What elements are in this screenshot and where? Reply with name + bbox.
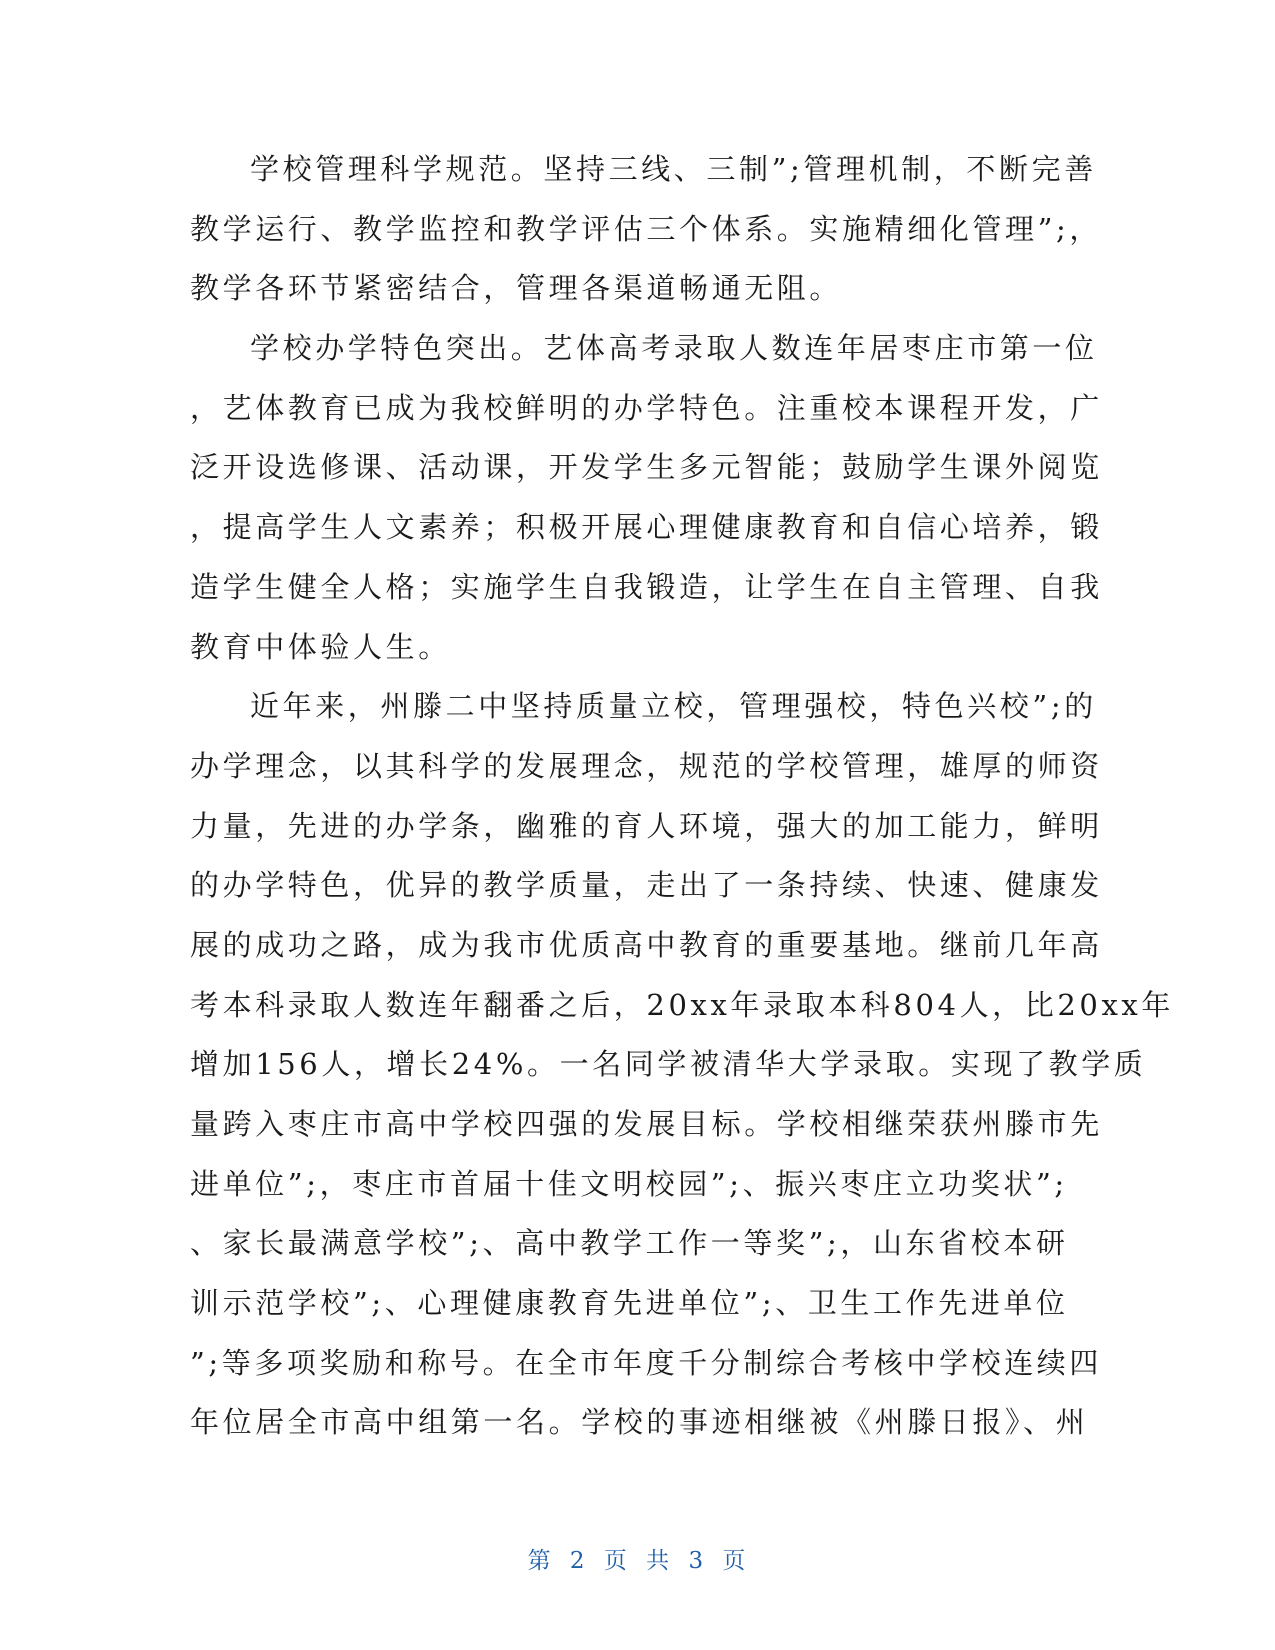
text-line: ，艺体教育已成为我校鲜明的办学特色。注重校本课程开发，广 [190, 390, 1103, 425]
text-line: 教学运行、教学监控和教学评估三个体系。实施精细化管理”;， [190, 211, 1102, 246]
total-page-count: 3 [688, 1548, 706, 1574]
page-suffix: 页 [722, 1548, 748, 1574]
text-line: 进单位”;，枣庄市首届十佳文明校园”;、振兴枣庄立功奖状”; [190, 1166, 1068, 1201]
text-line: 造学生健全人格；实施学生自我锻造，让学生在自主管理、自我 [190, 569, 1103, 604]
text-line: 学校管理科学规范。坚持三线、三制”;管理机制，不断完善 [250, 152, 1097, 186]
text-line: 学校办学特色突出。艺体高考录取人数连年居枣庄市第一位 [250, 331, 1098, 366]
text-line: 量跨入枣庄市高中学校四强的发展目标。学校相继荣获州滕市先 [190, 1107, 1103, 1141]
text-line: 泛开设选修课、活动课，开发学生多元智能；鼓励学生课外阅览 [190, 450, 1103, 485]
document-body [190, 140, 1174, 1453]
text-line: 增加156人，增长24%。一名同学被清华大学录取。实现了教学质 [190, 1047, 1147, 1082]
total-prefix: 共 [646, 1548, 672, 1574]
paragraph-school-management [190, 140, 1102, 319]
page-number-footer [0, 1542, 1275, 1575]
text-line: ”;等多项奖励和称号。在全市年度千分制综合考核中学校连续四 [190, 1345, 1102, 1380]
text-line: 教育中体验人生。 [190, 629, 451, 664]
text-line: 年位居全市高中组第一名。学校的事迹相继被《州滕日报》、州 [190, 1405, 1089, 1440]
text-line: 办学理念，以其科学的发展理念，规范的学校管理，雄厚的师资 [190, 748, 1103, 783]
paragraph-school-features [190, 319, 1103, 677]
text-line: 教学各环节紧密结合，管理各渠道畅通无阻。 [190, 271, 843, 306]
text-line: 训示范学校”;、心理健康教育先进单位”;、卫生工作先进单位 [190, 1286, 1069, 1321]
text-line: 力量，先进的办学条，幽雅的育人环境，强大的加工能力，鲜明 [190, 808, 1103, 843]
page-word: 页 [603, 1548, 629, 1574]
text-line: 、家长最满意学校”;、高中教学工作一等奖”;，山东省校本研 [190, 1226, 1069, 1261]
text-line: 展的成功之路，成为我市优质高中教育的重要基地。继前几年高 [190, 927, 1103, 962]
text-line: 的办学特色，优异的教学质量，走出了一条持续、快速、健康发 [190, 868, 1103, 903]
text-line: 近年来，州滕二中坚持质量立校，管理强校，特色兴校”;的 [250, 689, 1097, 724]
page-prefix: 第 [527, 1548, 553, 1574]
text-line: ，提高学生人文素养；积极开展心理健康教育和自信心培养，锻 [190, 510, 1103, 545]
current-page-number: 2 [569, 1548, 587, 1574]
text-line: 考本科录取人数连年翻番之后，20xx年录取本科804人，比20xx年 [190, 987, 1174, 1022]
paragraph-recent-years [190, 677, 1174, 1453]
